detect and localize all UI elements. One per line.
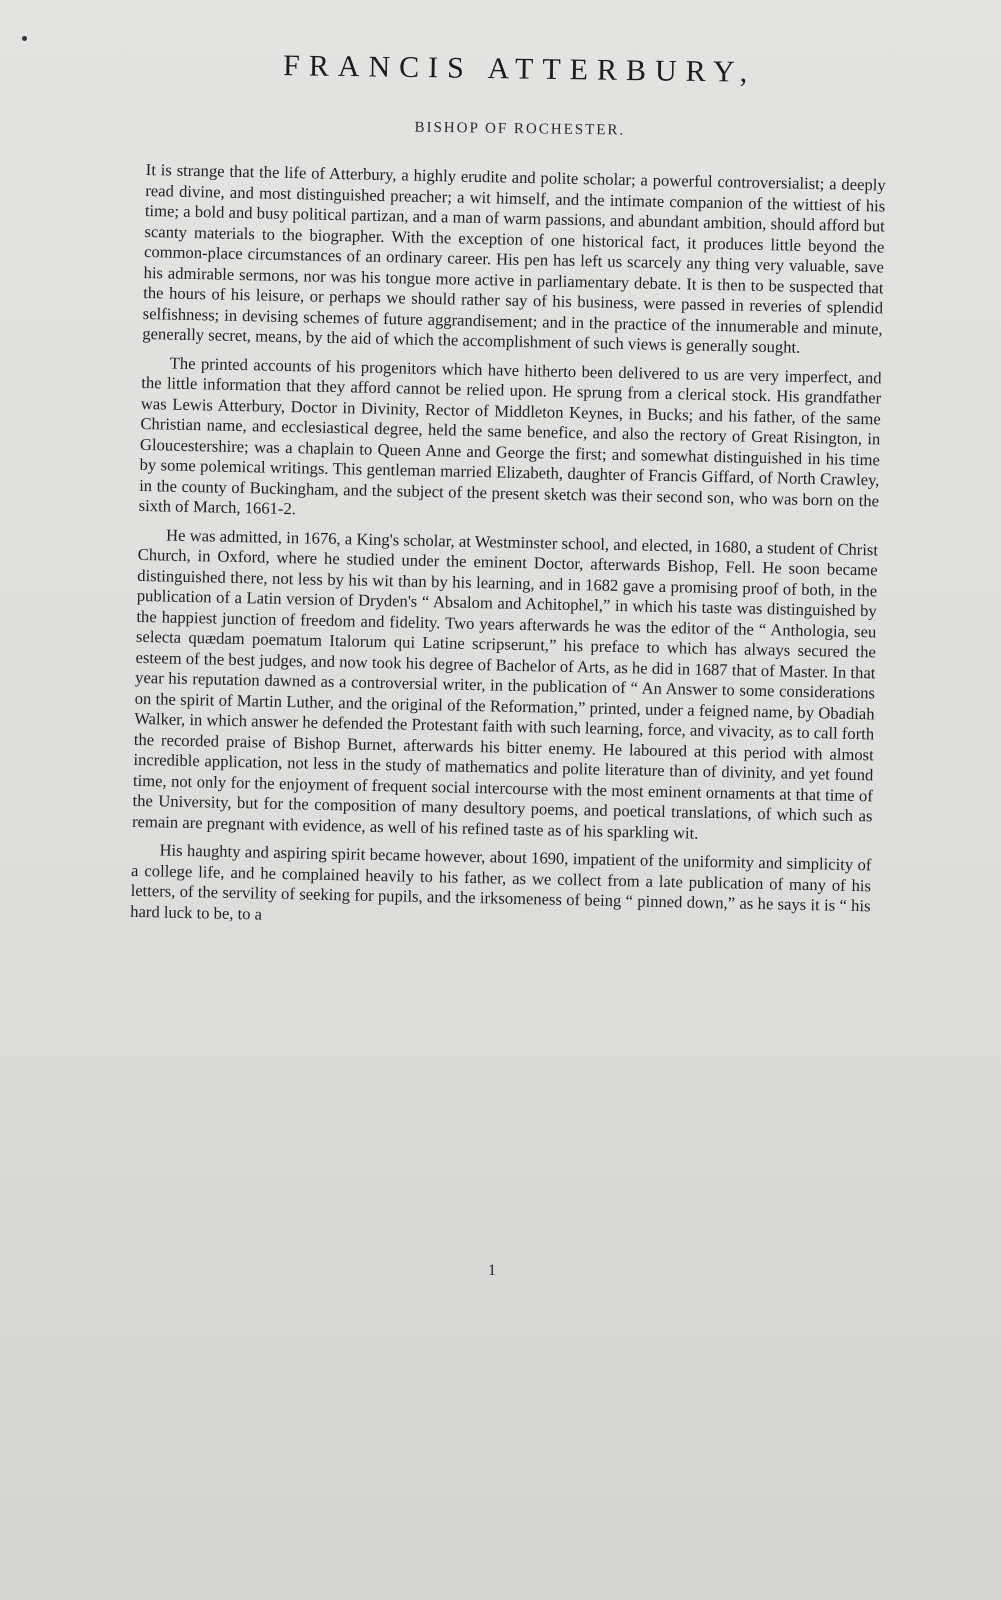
paragraph-4: His haughty and aspiring spirit became however, about 1690, impatient of the uniformity and simplicity of a college life, and he complained heavily to his father, as we collect from a late publication of many of his letters, of the servility of seeking for pupils, and the irksomeness of being “ pinned down,” as he says it is “ his hard luck to be, to a xyxy=(130,840,872,924)
paragraph-2: The printed accounts of his progenitors which have hitherto been delivered to us are very imperfect, and the little information that they afford cannot be relied upon. He sprung from a clerical stock. His grandfather was Lewis Atterbury, Doctor in Divinity, Rector of Middleton Keynes, in Bucks; and his father, of the same Christian name, and ecclesiastical degree, held the same benefice, and also the rectory of Great Risington, in Gloucestershire; was a chaplain to Queen Anne and George the first; and somewhat distinguished in his time by some polemical writings. This gentleman married Elizabeth, daughter of Francis Giffard, of North Crawley, in the county of Buckingham, and the subject of the present sketch was their second son, who was born on the sixth of March, 1661-2. xyxy=(138,353,882,519)
paragraph-3: He was admitted, in 1676, a King's scholar, at Westminster school, and elected, in 1680, a student of Christ Church, in Oxford, where he studied under the eminent Doctor, afterwards Bishop, Fell. He soon became distinguished there, not less by his wit than by his learning, and in 1682 gave a promising proof of both, in the publication of a Latin version of Dryden's “ Absalom and Achitophel,” in which his taste was distinguished by the happiest junction of freedom and fidelity. Two years afterwards he was the editor of the “ Anthologia, seu selecta quædam poematum Italorum qui Latine scripserunt,” his preface to which has always secured the esteem of the best judges, and now took his degree of Bachelor of Arts, as he did in 1687 that of Master. In that year his reputation dawned as a controversial writer, in the publication of “ An Answer to some considerations on the spirit of Martin Luther, and the original of the Reformation,” printed, under a feigned name, by Obadiah Walker, in which answer he defended the Protestant faith with such learning, force, and vivacity, as to call forth the recorded praise of Bishop Burnet, afterwards his bitter enemy. He laboured at this period with almost incredible application, not less in the study of mathematics and polite literature than of divinity, and yet found time, not only for the enjoyment of frequent social intercourse with the most eminent ornaments at that time of the University, but for the composition of many desultory poems, and poetical translations, of which such as remain are pregnant with evidence, as well of his refined taste as of his sparkling wit. xyxy=(131,525,879,843)
page-subtitle: BISHOP OF ROCHESTER. xyxy=(414,119,626,139)
article-body xyxy=(130,160,886,945)
ink-speck xyxy=(22,36,27,41)
page-title: FRANCIS ATTERBURY, xyxy=(282,49,757,89)
paragraph-1: It is strange that the life of Atterbury, a highly erudite and polite scholar; a powerful controversialist; a deeply read divine, and most distinguished preacher; a wit himself, and the intimate companion of the wittiest of his time; a bold and busy political partizan, and a man of warm passions, and abundant ambition, should afford but scanty materials to the biographer. With the exception of one historical fact, it produces little beyond the common-place circumstances of an ordinary career. His pen has left us scarcely any thing very valuable, save his admirable sermons, nor was his tongue more active in parliamentary debate. It is then to be suspected that the hours of his leisure, or perhaps we should rather say of his business, were passed in reveries of splendid selfishness; in devising schemes of future aggrandisement; and in the practice of the innumerable and minute, generally secret, means, by the aid of which the accomplishment of such views is generally sought. xyxy=(142,160,886,357)
page-number: 1 xyxy=(488,1262,496,1279)
